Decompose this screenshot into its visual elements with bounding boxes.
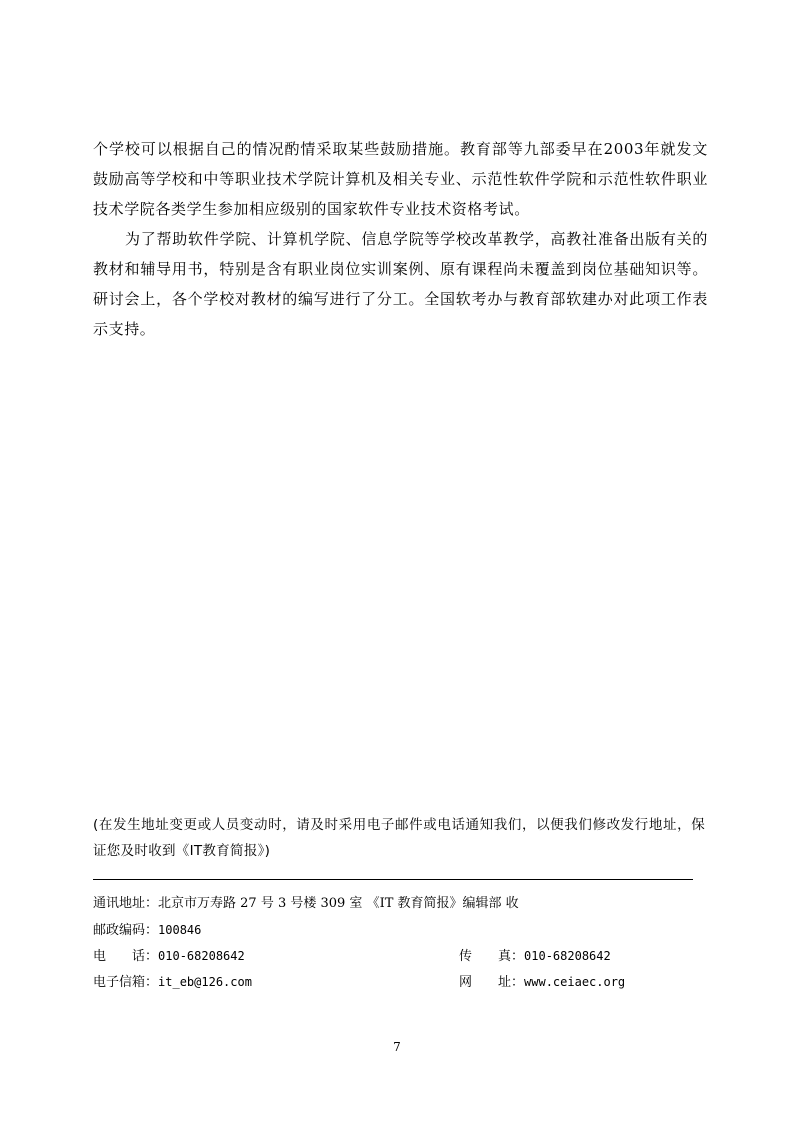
email-label: 电子信箱： (93, 975, 159, 990)
contact-phone-fax-row (93, 943, 693, 969)
address-value: 北京市万寿路 27 号 3 号楼 309 室 《IT 教育简报》编辑部 收 (158, 896, 519, 911)
website-label: 网 址： (459, 975, 525, 990)
paragraph-2: 为了帮助软件学院、计算机学院、信息学院等学校改革教学，高教社准备出版有关的教材和辅导用书，特别是含有职业岗位实训案例、原有课程尚未覆盖到岗位基础知识等。研讨会上，各个学校对教材的编写进行了分工。全国软考办与教育部软建办对此项工作表示支持。 (93, 230, 708, 338)
contact-address-row (93, 891, 693, 917)
address-label: 通讯地址： (93, 896, 159, 911)
postcode-label: 邮政编码： (93, 923, 159, 938)
paragraph-1: 个学校可以根据自己的情况酌情采取某些鼓励措施。教育部等九部委早在2003年就发文鼓励高等学校和中等职业技术学院计算机及相关专业、示范性软件学院和示范性软件职业技术学院各类学生参加相应级别的国家软件专业技术资格考试。 (93, 140, 708, 218)
phone-label: 电 话： (93, 949, 159, 964)
contact-email-web-row (93, 969, 693, 995)
address-change-notice: (在发生地址变更或人员变动时，请及时采用电子邮件或电话通知我们，以便我们修改发行地址，保证您及时收到《IT教育简报》) (93, 817, 705, 859)
phone-value: 010-68208642 (158, 949, 245, 963)
website-field (459, 969, 625, 996)
postcode-value: 100846 (158, 923, 202, 937)
contact-postcode-row (93, 917, 693, 943)
footer-divider (93, 879, 693, 880)
article-body (93, 134, 708, 344)
fax-value: 010-68208642 (524, 949, 611, 963)
email-value[interactable]: it_eb@126.com (158, 975, 252, 989)
contact-block (93, 891, 693, 995)
fax-field (459, 943, 611, 970)
website-value[interactable]: www.ceiaec.org (524, 975, 626, 989)
page-number: 7 (393, 1040, 401, 1054)
fax-label: 传 真： (459, 949, 525, 964)
